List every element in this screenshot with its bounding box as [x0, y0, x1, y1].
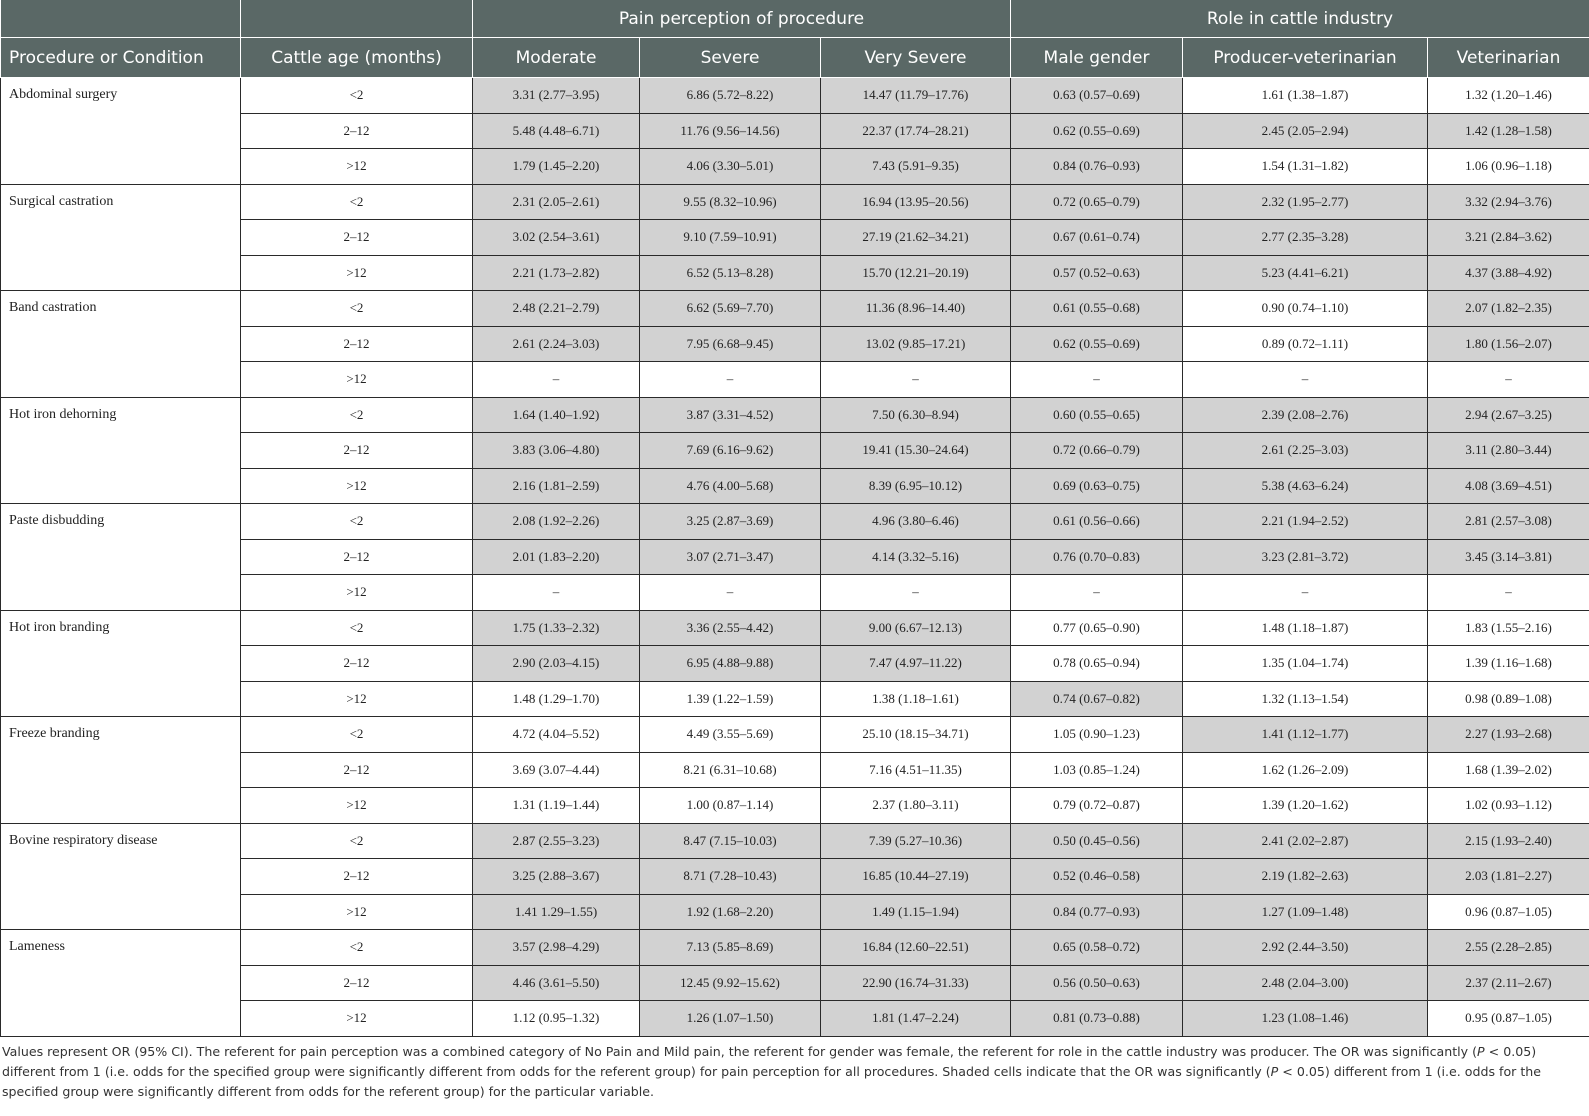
value-cell: 1.75 (1.33–2.32) — [473, 610, 640, 646]
procedure-cell: Band castration — [1, 291, 241, 398]
value-cell: 2.32 (1.95–2.77) — [1183, 184, 1428, 220]
value-cell: 2.77 (2.35–3.28) — [1183, 220, 1428, 256]
header-very-severe: Very Severe — [821, 38, 1011, 78]
value-cell: – — [640, 362, 821, 398]
value-cell: 1.49 (1.15–1.94) — [821, 894, 1011, 930]
value-cell: 3.57 (2.98–4.29) — [473, 930, 640, 966]
value-cell: 8.71 (7.28–10.43) — [640, 859, 821, 895]
value-cell: 6.95 (4.88–9.88) — [640, 646, 821, 682]
value-cell: 0.95 (0.87–1.05) — [1428, 1001, 1589, 1037]
value-cell: 22.90 (16.74–31.33) — [821, 965, 1011, 1001]
procedure-cell: Lameness — [1, 930, 241, 1037]
table-row — [1, 184, 1589, 220]
value-cell: 1.48 (1.29–1.70) — [473, 681, 640, 717]
value-cell: 16.84 (12.60–22.51) — [821, 930, 1011, 966]
value-cell: 2.15 (1.93–2.40) — [1428, 823, 1589, 859]
value-cell: – — [1183, 575, 1428, 611]
age-cell: <2 — [241, 717, 473, 753]
value-cell: 0.61 (0.56–0.66) — [1011, 504, 1183, 540]
value-cell: 3.83 (3.06–4.80) — [473, 433, 640, 469]
header-procedure: Procedure or Condition — [1, 38, 241, 78]
value-cell: 0.56 (0.50–0.63) — [1011, 965, 1183, 1001]
value-cell: 0.84 (0.76–0.93) — [1011, 149, 1183, 185]
value-cell: 2.37 (2.11–2.67) — [1428, 965, 1589, 1001]
value-cell: 2.81 (2.57–3.08) — [1428, 504, 1589, 540]
value-cell: – — [473, 362, 640, 398]
value-cell: 11.76 (9.56–14.56) — [640, 113, 821, 149]
value-cell: 2.87 (2.55–3.23) — [473, 823, 640, 859]
value-cell: 7.50 (6.30–8.94) — [821, 397, 1011, 433]
value-cell: 3.07 (2.71–3.47) — [640, 539, 821, 575]
value-cell: 9.10 (7.59–10.91) — [640, 220, 821, 256]
age-cell: >12 — [241, 1001, 473, 1037]
value-cell: 2.61 (2.25–3.03) — [1183, 433, 1428, 469]
value-cell: 2.21 (1.94–2.52) — [1183, 504, 1428, 540]
header-producer-veterinarian: Producer-veterinarian — [1183, 38, 1428, 78]
value-cell: 2.07 (1.82–2.35) — [1428, 291, 1589, 327]
table-header — [1, 0, 1589, 78]
age-cell: <2 — [241, 184, 473, 220]
value-cell: 7.39 (5.27–10.36) — [821, 823, 1011, 859]
procedure-cell: Hot iron branding — [1, 610, 241, 717]
value-cell: 1.81 (1.47–2.24) — [821, 1001, 1011, 1037]
value-cell: 1.54 (1.31–1.82) — [1183, 149, 1428, 185]
value-cell: 1.32 (1.20–1.46) — [1428, 78, 1589, 114]
value-cell: 7.95 (6.68–9.45) — [640, 326, 821, 362]
value-cell: 7.16 (4.51–11.35) — [821, 752, 1011, 788]
value-cell: 2.03 (1.81–2.27) — [1428, 859, 1589, 895]
value-cell: – — [1011, 362, 1183, 398]
age-cell: >12 — [241, 681, 473, 717]
age-cell: >12 — [241, 468, 473, 504]
value-cell: 2.61 (2.24–3.03) — [473, 326, 640, 362]
value-cell: 2.39 (2.08–2.76) — [1183, 397, 1428, 433]
header-group-row — [1, 0, 1589, 38]
age-cell: >12 — [241, 575, 473, 611]
value-cell: – — [821, 575, 1011, 611]
value-cell: 7.43 (5.91–9.35) — [821, 149, 1011, 185]
value-cell: 1.05 (0.90–1.23) — [1011, 717, 1183, 753]
value-cell: 2.94 (2.67–3.25) — [1428, 397, 1589, 433]
value-cell: 2.90 (2.03–4.15) — [473, 646, 640, 682]
value-cell: 2.55 (2.28–2.85) — [1428, 930, 1589, 966]
value-cell: 4.49 (3.55–5.69) — [640, 717, 821, 753]
table-row — [1, 397, 1589, 433]
value-cell: 1.32 (1.13–1.54) — [1183, 681, 1428, 717]
value-cell: 4.72 (4.04–5.52) — [473, 717, 640, 753]
value-cell: 1.64 (1.40–1.92) — [473, 397, 640, 433]
table-row — [1, 823, 1589, 859]
age-cell: <2 — [241, 610, 473, 646]
table-row — [1, 930, 1589, 966]
value-cell: 15.70 (12.21–20.19) — [821, 255, 1011, 291]
age-cell: <2 — [241, 291, 473, 327]
value-cell: 16.94 (13.95–20.56) — [821, 184, 1011, 220]
value-cell: 0.74 (0.67–0.82) — [1011, 681, 1183, 717]
footnote-text-2: < 0.05) different from 1 (i.e. odds for the specified group were significantly different from odds for the referent group) for pain perception for all procedures. Shaded cells indicate that the OR was significantly ( — [2, 1044, 1537, 1079]
value-cell: 4.14 (3.32–5.16) — [821, 539, 1011, 575]
value-cell: 1.61 (1.38–1.87) — [1183, 78, 1428, 114]
value-cell: 2.27 (1.93–2.68) — [1428, 717, 1589, 753]
value-cell: 12.45 (9.92–15.62) — [640, 965, 821, 1001]
value-cell: 0.65 (0.58–0.72) — [1011, 930, 1183, 966]
value-cell: 8.39 (6.95–10.12) — [821, 468, 1011, 504]
age-cell: 2–12 — [241, 326, 473, 362]
value-cell: 2.16 (1.81–2.59) — [473, 468, 640, 504]
age-cell: 2–12 — [241, 113, 473, 149]
header-group-role: Role in cattle industry — [1011, 0, 1589, 38]
value-cell: 0.60 (0.55–0.65) — [1011, 397, 1183, 433]
value-cell: 0.72 (0.66–0.79) — [1011, 433, 1183, 469]
value-cell: 5.38 (4.63–6.24) — [1183, 468, 1428, 504]
value-cell: 13.02 (9.85–17.21) — [821, 326, 1011, 362]
value-cell: 4.76 (4.00–5.68) — [640, 468, 821, 504]
table-footnote — [0, 1042, 1587, 1102]
value-cell: 2.92 (2.44–3.50) — [1183, 930, 1428, 966]
value-cell: 14.47 (11.79–17.76) — [821, 78, 1011, 114]
value-cell: 2.48 (2.21–2.79) — [473, 291, 640, 327]
age-cell: >12 — [241, 149, 473, 185]
value-cell: 0.77 (0.65–0.90) — [1011, 610, 1183, 646]
table-row — [1, 78, 1589, 114]
age-cell: <2 — [241, 930, 473, 966]
value-cell: 1.62 (1.26–2.09) — [1183, 752, 1428, 788]
footnote-p-2: P — [1270, 1064, 1279, 1079]
value-cell: 1.92 (1.68–2.20) — [640, 894, 821, 930]
procedure-cell: Surgical castration — [1, 184, 241, 291]
value-cell: 0.90 (0.74–1.10) — [1183, 291, 1428, 327]
value-cell: 4.06 (3.30–5.01) — [640, 149, 821, 185]
value-cell: 0.57 (0.52–0.63) — [1011, 255, 1183, 291]
table-row — [1, 504, 1589, 540]
value-cell: 3.45 (3.14–3.81) — [1428, 539, 1589, 575]
value-cell: 1.39 (1.22–1.59) — [640, 681, 821, 717]
age-cell: >12 — [241, 788, 473, 824]
value-cell: 3.11 (2.80–3.44) — [1428, 433, 1589, 469]
header-cattle-age: Cattle age (months) — [241, 38, 473, 78]
value-cell: 3.23 (2.81–3.72) — [1183, 539, 1428, 575]
value-cell: 3.31 (2.77–3.95) — [473, 78, 640, 114]
value-cell: 0.96 (0.87–1.05) — [1428, 894, 1589, 930]
age-cell: <2 — [241, 397, 473, 433]
header-column-row — [1, 38, 1589, 78]
value-cell: 1.42 (1.28–1.58) — [1428, 113, 1589, 149]
value-cell: 27.19 (21.62–34.21) — [821, 220, 1011, 256]
value-cell: 1.38 (1.18–1.61) — [821, 681, 1011, 717]
value-cell: 1.23 (1.08–1.46) — [1183, 1001, 1428, 1037]
value-cell: 7.13 (5.85–8.69) — [640, 930, 821, 966]
value-cell: 0.67 (0.61–0.74) — [1011, 220, 1183, 256]
table-row — [1, 291, 1589, 327]
value-cell: 3.36 (2.55–4.42) — [640, 610, 821, 646]
footnote-text-3: < 0.05) different from 1 (i.e. odds for the specified group were significantly different from odds for the referent group) for the particular variable. — [2, 1064, 1542, 1099]
value-cell: 5.23 (4.41–6.21) — [1183, 255, 1428, 291]
value-cell: 1.41 1.29–1.55) — [473, 894, 640, 930]
table-body — [1, 78, 1589, 1037]
value-cell: 1.26 (1.07–1.50) — [640, 1001, 821, 1037]
value-cell: 22.37 (17.74–28.21) — [821, 113, 1011, 149]
value-cell: 2.08 (1.92–2.26) — [473, 504, 640, 540]
value-cell: 9.00 (6.67–12.13) — [821, 610, 1011, 646]
header-blank — [241, 0, 473, 38]
value-cell: 0.52 (0.46–0.58) — [1011, 859, 1183, 895]
value-cell: 4.08 (3.69–4.51) — [1428, 468, 1589, 504]
value-cell: 0.61 (0.55–0.68) — [1011, 291, 1183, 327]
value-cell: 1.02 (0.93–1.12) — [1428, 788, 1589, 824]
value-cell: 3.87 (3.31–4.52) — [640, 397, 821, 433]
value-cell: 3.21 (2.84–3.62) — [1428, 220, 1589, 256]
age-cell: 2–12 — [241, 752, 473, 788]
value-cell: 0.50 (0.45–0.56) — [1011, 823, 1183, 859]
value-cell: – — [1011, 575, 1183, 611]
value-cell: 6.62 (5.69–7.70) — [640, 291, 821, 327]
age-cell: >12 — [241, 255, 473, 291]
age-cell: 2–12 — [241, 859, 473, 895]
value-cell: 1.39 (1.16–1.68) — [1428, 646, 1589, 682]
value-cell: 0.63 (0.57–0.69) — [1011, 78, 1183, 114]
value-cell: 1.68 (1.39–2.02) — [1428, 752, 1589, 788]
procedure-cell: Paste disbudding — [1, 504, 241, 611]
footnote-text-1: Values represent OR (95% CI). The referent for pain perception was a combined category of No Pain and Mild pain, the referent for gender was female, the referent for role in the cattle industry was producer. The OR was significantly ( — [2, 1044, 1478, 1059]
value-cell: 1.06 (0.96–1.18) — [1428, 149, 1589, 185]
age-cell: 2–12 — [241, 220, 473, 256]
value-cell: 5.48 (4.48–6.71) — [473, 113, 640, 149]
value-cell: 1.80 (1.56–2.07) — [1428, 326, 1589, 362]
value-cell: 19.41 (15.30–24.64) — [821, 433, 1011, 469]
value-cell: 1.41 (1.12–1.77) — [1183, 717, 1428, 753]
age-cell: >12 — [241, 362, 473, 398]
value-cell: 1.83 (1.55–2.16) — [1428, 610, 1589, 646]
value-cell: – — [1428, 362, 1589, 398]
value-cell: 4.96 (3.80–6.46) — [821, 504, 1011, 540]
value-cell: 2.48 (2.04–3.00) — [1183, 965, 1428, 1001]
value-cell: 1.03 (0.85–1.24) — [1011, 752, 1183, 788]
header-blank — [1, 0, 241, 38]
value-cell: 11.36 (8.96–14.40) — [821, 291, 1011, 327]
header-moderate: Moderate — [473, 38, 640, 78]
value-cell: 16.85 (10.44–27.19) — [821, 859, 1011, 895]
header-veterinarian: Veterinarian — [1428, 38, 1589, 78]
value-cell: 2.21 (1.73–2.82) — [473, 255, 640, 291]
value-cell: 6.86 (5.72–8.22) — [640, 78, 821, 114]
value-cell: 7.69 (6.16–9.62) — [640, 433, 821, 469]
age-cell: <2 — [241, 78, 473, 114]
value-cell: 2.37 (1.80–3.11) — [821, 788, 1011, 824]
footnote-p-1: P — [1477, 1044, 1485, 1059]
procedure-cell: Hot iron dehorning — [1, 397, 241, 504]
value-cell: – — [1183, 362, 1428, 398]
value-cell: 3.25 (2.88–3.67) — [473, 859, 640, 895]
procedure-cell: Abdominal surgery — [1, 78, 241, 185]
value-cell: 0.62 (0.55–0.69) — [1011, 113, 1183, 149]
value-cell: 1.35 (1.04–1.74) — [1183, 646, 1428, 682]
age-cell: 2–12 — [241, 646, 473, 682]
age-cell: <2 — [241, 504, 473, 540]
table-row — [1, 717, 1589, 753]
value-cell: 9.55 (8.32–10.96) — [640, 184, 821, 220]
value-cell: 2.31 (2.05–2.61) — [473, 184, 640, 220]
value-cell: 3.25 (2.87–3.69) — [640, 504, 821, 540]
value-cell: 0.78 (0.65–0.94) — [1011, 646, 1183, 682]
value-cell: 3.02 (2.54–3.61) — [473, 220, 640, 256]
value-cell: 1.00 (0.87–1.14) — [640, 788, 821, 824]
value-cell: – — [473, 575, 640, 611]
value-cell: 0.98 (0.89–1.08) — [1428, 681, 1589, 717]
value-cell: 2.45 (2.05–2.94) — [1183, 113, 1428, 149]
value-cell: 4.37 (3.88–4.92) — [1428, 255, 1589, 291]
table-row — [1, 610, 1589, 646]
header-group-pain: Pain perception of procedure — [473, 0, 1011, 38]
value-cell: – — [1428, 575, 1589, 611]
age-cell: 2–12 — [241, 433, 473, 469]
value-cell: 0.72 (0.65–0.79) — [1011, 184, 1183, 220]
header-severe: Severe — [640, 38, 821, 78]
value-cell: 25.10 (18.15–34.71) — [821, 717, 1011, 753]
value-cell: 2.01 (1.83–2.20) — [473, 539, 640, 575]
value-cell: 1.27 (1.09–1.48) — [1183, 894, 1428, 930]
value-cell: 4.46 (3.61–5.50) — [473, 965, 640, 1001]
value-cell: 0.69 (0.63–0.75) — [1011, 468, 1183, 504]
value-cell: 0.76 (0.70–0.83) — [1011, 539, 1183, 575]
value-cell: 1.79 (1.45–2.20) — [473, 149, 640, 185]
value-cell: 7.47 (4.97–11.22) — [821, 646, 1011, 682]
age-cell: 2–12 — [241, 965, 473, 1001]
header-male-gender: Male gender — [1011, 38, 1183, 78]
value-cell: 1.48 (1.18–1.87) — [1183, 610, 1428, 646]
value-cell: 1.12 (0.95–1.32) — [473, 1001, 640, 1037]
value-cell: 3.69 (3.07–4.44) — [473, 752, 640, 788]
value-cell: 1.31 (1.19–1.44) — [473, 788, 640, 824]
age-cell: <2 — [241, 823, 473, 859]
value-cell: 0.89 (0.72–1.11) — [1183, 326, 1428, 362]
value-cell: 2.41 (2.02–2.87) — [1183, 823, 1428, 859]
value-cell: 0.81 (0.73–0.88) — [1011, 1001, 1183, 1037]
age-cell: 2–12 — [241, 539, 473, 575]
age-cell: >12 — [241, 894, 473, 930]
value-cell: 0.62 (0.55–0.69) — [1011, 326, 1183, 362]
value-cell: 0.79 (0.72–0.87) — [1011, 788, 1183, 824]
value-cell: 8.21 (6.31–10.68) — [640, 752, 821, 788]
value-cell: 2.19 (1.82–2.63) — [1183, 859, 1428, 895]
value-cell: 6.52 (5.13–8.28) — [640, 255, 821, 291]
procedure-cell: Bovine respiratory disease — [1, 823, 241, 930]
value-cell: 3.32 (2.94–3.76) — [1428, 184, 1589, 220]
value-cell: 8.47 (7.15–10.03) — [640, 823, 821, 859]
value-cell: 0.84 (0.77–0.93) — [1011, 894, 1183, 930]
procedure-cell: Freeze branding — [1, 717, 241, 824]
value-cell: – — [821, 362, 1011, 398]
value-cell: – — [640, 575, 821, 611]
value-cell: 1.39 (1.20–1.62) — [1183, 788, 1428, 824]
